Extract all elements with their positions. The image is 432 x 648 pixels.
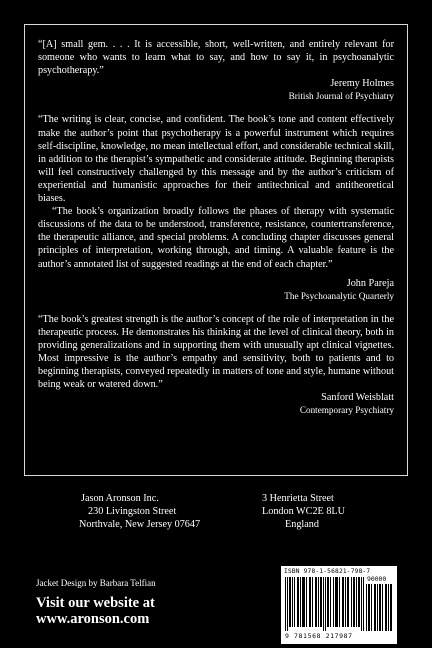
address-line: England (285, 518, 319, 530)
review-author: Sanford Weisblatt (321, 392, 394, 404)
publisher-address-us (79, 493, 200, 531)
review-holmes (38, 38, 394, 103)
address-line: Jason Aronson Inc. (81, 493, 159, 504)
website-promo-text: Visit our website at (36, 595, 155, 611)
review-attribution (38, 391, 394, 417)
address-line: 230 Livingston Street (88, 505, 177, 517)
review-source: The Psychoanalytic Quarterly (284, 290, 394, 301)
jacket-credit: Jacket Design by Barbara Telfian (36, 578, 156, 588)
review-quote: “[A] small gem. . . . It is accessible, short, well-written, and entirely relevant for someone who wants to learn what to say, and how to say it, in psychoanalytic psychotherapy.” (38, 39, 394, 77)
publisher-address-uk (262, 493, 345, 531)
review-quote: “The writing is clear, concise, and confident. The book’s tone and content effectively make the author’s point that psychotherapy is a powerful instrument which requires self-discipline, knowledge, no mean intellectual effort, and considerable technical skill, in addition to the therapist’s sympathetic and considerate attitude. Beginning therapists will feel constructively challenged by this message and by the author’s criticism of experiential and humanistic approaches for their antitechnical and antitheoretical biases. (38, 114, 394, 205)
review-attribution (38, 77, 394, 103)
website-promo (36, 595, 155, 627)
address-line: Northvale, New Jersey 07647 (79, 518, 201, 530)
barcode-addon-bars (366, 584, 393, 631)
review-quote-continued: “The book’s organization broadly follows the phases of therapy with systematic discussions of the data to be understood, transference, resistance, countertransference, the therapeutic alliance, and special problems. A concluding chapter discusses general principles of interpretation, working through, and timing. A valuable feature is the author’s annotated list of suggested readings at the end of each chapter.” (38, 206, 394, 270)
review-pareja (38, 113, 394, 302)
isbn-label: ISBN 978-1-56821-798-7 (284, 568, 371, 575)
barcode-main-bars (285, 577, 364, 631)
address-line: 3 Henrietta Street (262, 493, 334, 504)
ean-number: 9 781568 217987 (285, 632, 353, 640)
review-author: John Pareja (346, 277, 394, 289)
website-url[interactable]: www.aronson.com (36, 611, 150, 627)
barcode-addon-number: 90000 (367, 575, 387, 583)
address-line: London WC2E 8LU (262, 505, 346, 517)
review-author: Jeremy Holmes (330, 78, 394, 90)
reviews-block (38, 38, 394, 418)
review-source: Contemporary Psychiatry (299, 405, 394, 416)
review-weisblatt (38, 313, 394, 418)
review-source: British Journal of Psychiatry (288, 91, 394, 102)
review-quote: “The book’s greatest strength is the author’s concept of the role of interpretation in the therapeutic process. He demonstrates his thinking at the level of clinical theory, both in providing generalizations and in supporting them with unusually apt clinical vignettes. Most impressive is the author’s empathy and sensitivity, both to patients and to beginning therapists, conveyed repeatedly in matters of tone and style, humane without being weak or watered down.” (38, 313, 394, 391)
isbn-barcode (281, 566, 397, 644)
review-attribution (38, 277, 394, 303)
